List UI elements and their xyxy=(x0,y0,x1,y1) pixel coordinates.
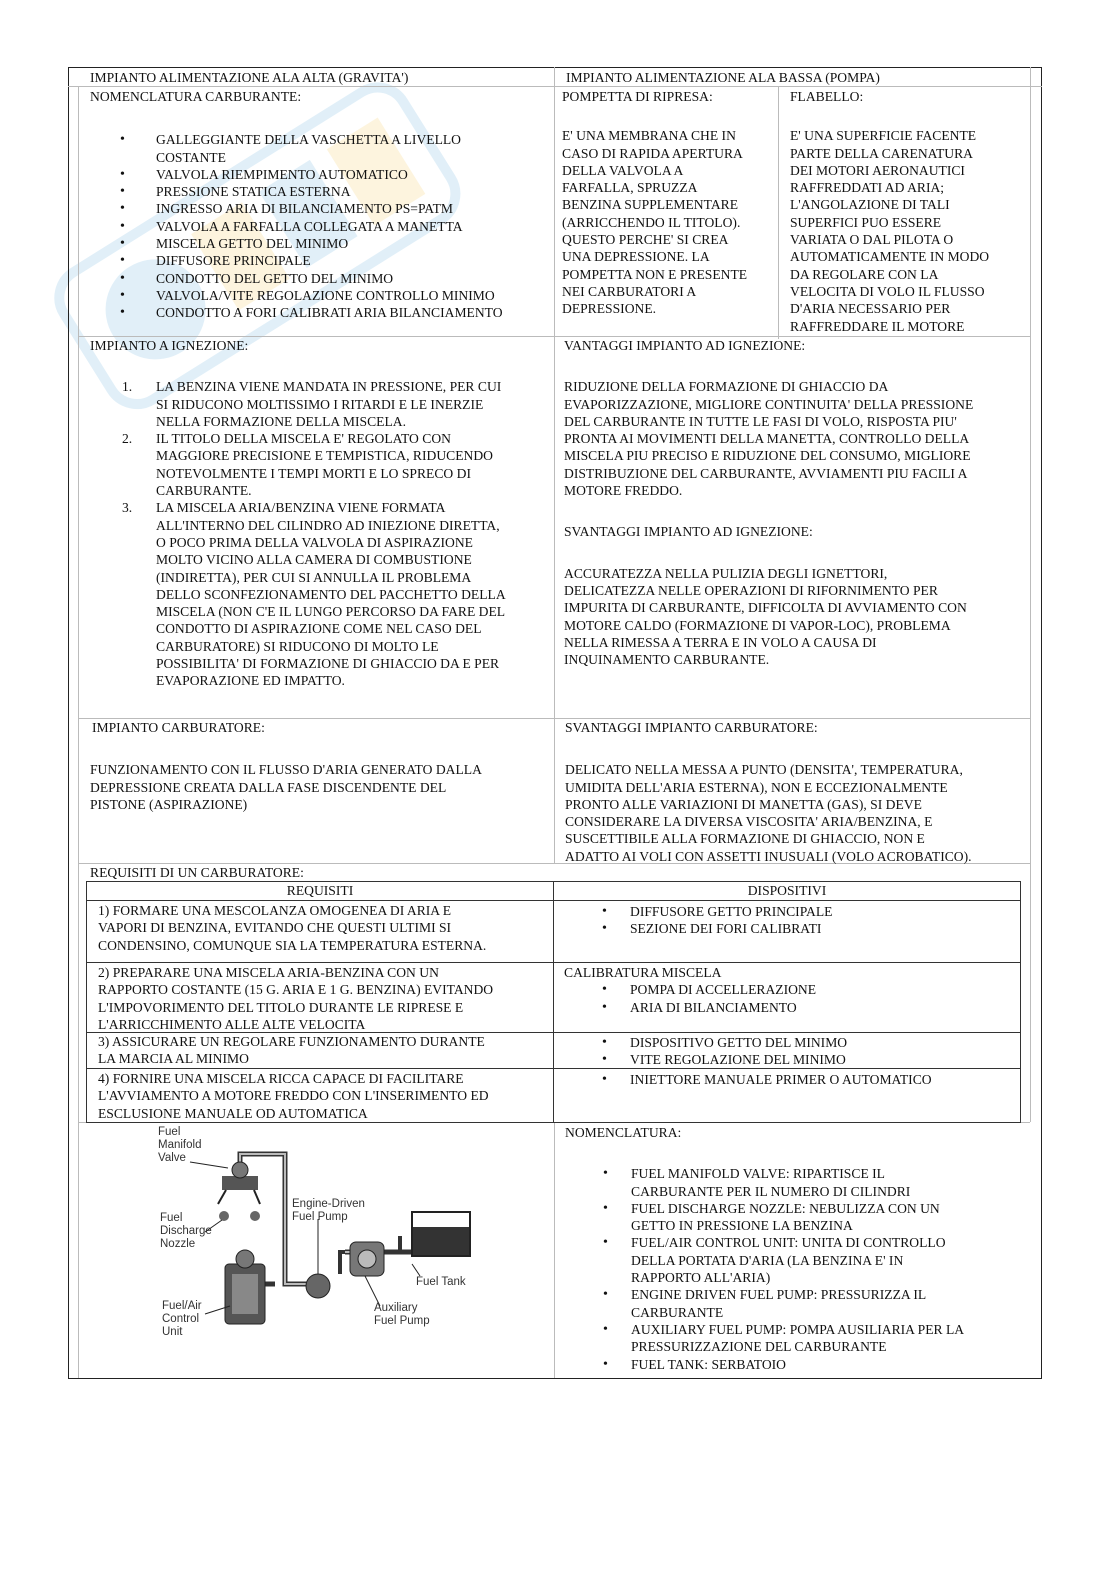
list-item: • VALVOLA RIEMPIMENTO AUTOMATICO xyxy=(90,166,542,183)
text-line: LA BENZINA VIENE MANDATA IN PRESSIONE, PER CUI xyxy=(156,379,502,395)
text-line: DELLA PORTATA D'ARIA (LA BENZINA E' IN xyxy=(631,1252,904,1268)
pompetta-section xyxy=(562,88,776,318)
text-line: • FUEL/AIR CONTROL UNIT: UNITA DI CONTROLLO xyxy=(631,1235,946,1251)
text-line: RAPPORTO COSTANTE (15 G. ARIA E 1 G. BENZINA) EVITANDO xyxy=(98,982,494,998)
text-line: IMPURITA DI CARBURANTE, DIFFICOLTA DI AVVIAMENTO CON xyxy=(564,600,967,616)
list-item: • DISPOSITIVO GETTO DEL MINIMO xyxy=(564,1034,1016,1051)
carburatore-section xyxy=(90,719,550,813)
text-line: DELLO SCONFEZIONAMENTO DEL PACCHETTO DELLA xyxy=(156,586,506,602)
dispositivi-column-header: DISPOSITIVI xyxy=(747,883,827,898)
text-line: ALL'INTERNO DEL CILINDRO AD INIEZIONE DIRETTA, xyxy=(156,517,500,533)
item-number: 3. xyxy=(122,500,133,516)
list-item xyxy=(90,378,550,430)
text-line: VARIATA O DAL PILOTA O xyxy=(790,232,954,248)
list-item: • DIFFUSORE GETTO PRINCIPALE xyxy=(564,903,1016,920)
table-row-dispositivi xyxy=(564,1034,1016,1069)
text-line: CASO DI RAPIDA APERTURA xyxy=(562,145,743,161)
text-line: CONDOTTO DI ASPIRAZIONE COME NEL CASO DEL xyxy=(156,621,482,637)
label-line: Fuel xyxy=(158,1126,181,1138)
table-row-requisito xyxy=(98,964,550,1033)
text-line: DELICATO NELLA MESSA A PUNTO (DENSITA', TEMPERATURA, xyxy=(565,762,963,778)
text-line: NELLA FORMAZIONE DELLA MISCELA. xyxy=(156,413,406,429)
text-line: CARBURATORE) SI RIDUCONO DI MOLTO LE xyxy=(156,638,439,654)
text-line: MISCELA PIU PRECISO E RIDUZIONE DEL CONSUMO, MIGLIORE xyxy=(564,448,971,464)
text-line: UMIDITA DELL'ARIA ESTERNA), NON E ECCEZIONALMENTE xyxy=(565,779,948,795)
text-line: L'AVVIAMENTO A MOTORE FREDDO CON L'INSERIMENTO ED xyxy=(98,1088,489,1104)
text-line: POSSIBILITA' DI FORMAZIONE DI GHIACCIO DA E PER xyxy=(156,656,500,672)
list-item: • VITE REGOLAZIONE DEL MINIMO xyxy=(564,1051,1016,1068)
label-line: Valve xyxy=(158,1152,186,1164)
label-line: Control xyxy=(162,1313,200,1325)
nomenclatura-carburante-title: NOMENCLATURA CARBURANTE: xyxy=(90,89,302,104)
text-line: VELOCITA DI VOLO IL FLUSSO xyxy=(790,283,985,299)
list-item: • CONDOTTO DEL GETTO DEL MINIMO xyxy=(90,270,542,287)
table-row-dispositivi xyxy=(564,964,1016,1016)
requisiti-title: REQUISITI DI UN CARBURATORE: xyxy=(90,865,304,880)
table-row-requisito xyxy=(98,1070,550,1122)
text-line: PRONTO ALLE VARIAZIONI DI MANETTA (GAS), SI DEVE xyxy=(565,796,922,812)
text-line: NEI CARBURATORI A xyxy=(562,283,697,299)
table-row-dispositivi xyxy=(564,903,1016,938)
text-line: LA MISCELA ARIA/BENZINA VIENE FORMATA xyxy=(156,500,446,516)
label-line: Unit xyxy=(162,1326,183,1338)
table-row-dispositivi xyxy=(564,1071,1016,1088)
vantaggi-section xyxy=(564,337,1026,668)
text-line: QUESTO PERCHE' SI CREA xyxy=(562,232,729,248)
list-item xyxy=(90,499,550,689)
svantaggi-carburatore-title: SVANTAGGI IMPIANTO CARBURATORE: xyxy=(565,720,818,735)
text-line: (ARRICCHENDO IL TITOLO). xyxy=(562,214,741,230)
text-line: PRONTA AI MOVIMENTI DELLA MANETTA, CONTROLLO DELLA xyxy=(564,431,970,447)
text-line: D'ARIA NECESSARIO PER xyxy=(790,301,951,317)
label-line: Nozzle xyxy=(160,1238,196,1250)
text-line: CONSIDERARE LA DIVERSA VISCOSITA' ARIA/BENZINA, E xyxy=(565,814,933,830)
text-line: GETTO IN PRESSIONE LA BENZINA xyxy=(631,1218,853,1234)
label-line: Fuel xyxy=(160,1212,183,1224)
list-item: • ARIA DI BILANCIAMENTO xyxy=(564,999,1016,1016)
text-line: (INDIRETTA), PER CUI SI ANNULLA IL PROBLEMA xyxy=(156,569,472,585)
text-line: MOTORE CALDO (FORMAZIONE DI VAPOR-LOC), PROBLEMA xyxy=(564,617,951,633)
label-fuel-tank: Fuel Tank xyxy=(416,1276,466,1288)
text-line: RAFFREDDATI AD ARIA; xyxy=(790,180,945,196)
text-line: MOLTO VICINO ALLA CAMERA DI COMBUSTIONE xyxy=(156,552,472,568)
list-item xyxy=(565,1165,1027,1200)
label-fuel-discharge-nozzle xyxy=(160,1212,212,1251)
pompetta-text xyxy=(562,127,776,317)
text-line: 1) FORMARE UNA MESCOLANZA OMOGENEA DI ARIA E xyxy=(98,903,452,918)
table-row-requisito xyxy=(98,1033,550,1068)
text-line: 3) ASSICURARE UN REGOLARE FUNZIONAMENTO DURANTE xyxy=(98,1034,485,1049)
text-line: • FUEL MANIFOLD VALVE: RIPARTISCE IL xyxy=(631,1166,885,1182)
flabello-title: FLABELLO: xyxy=(790,89,864,104)
text-line: MOTORE FREDDO. xyxy=(564,483,683,499)
label-line: Engine-Driven xyxy=(292,1198,365,1210)
nomenclatura-carburante-section xyxy=(90,88,550,322)
list-item xyxy=(565,1321,1027,1356)
text-line: PISTONE (ASPIRAZIONE) xyxy=(90,796,248,812)
nomenclatura-title: NOMENCLATURA: xyxy=(565,1125,682,1140)
list-item: • POMPA DI ACCELLERAZIONE xyxy=(564,981,1016,998)
text-line: SUSCETTIBILE ALLA FORMAZIONE DI GHIACCIO, NON E xyxy=(565,831,925,847)
text-line: 4) FORNIRE UNA MISCELA RICCA CAPACE DI FACILITARE xyxy=(98,1071,464,1086)
text-line: DEL CARBURANTE IN TUTTE LE FASI DI VOLO, RISPOSTA PIU' xyxy=(564,413,957,429)
label-fuel-manifold-valve xyxy=(158,1126,201,1165)
list-item: • DIFFUSORE PRINCIPALE xyxy=(90,252,542,269)
text-line: DEPRESSIONE. xyxy=(562,301,657,317)
text-line: NOTEVOLMENTE I TEMPI MORTI E LO SPRECO DI xyxy=(156,465,471,481)
carburatore-text xyxy=(90,761,550,813)
text-line: L'IMPOVORIMENTO DEL TITOLO DURANTE LE RIPRESE E xyxy=(98,999,464,1015)
text-line: 2) PREPARARE UNA MISCELA ARIA-BENZINA CON UN xyxy=(98,965,439,980)
ignezione-list xyxy=(90,378,550,689)
text-line: SUPERFICI PUO ESSERE xyxy=(790,214,942,230)
text-line: EVAPORIZZAZIONE, MIGLIORE CONTINUITA' DELLA PRESSIONE xyxy=(564,396,974,412)
pompetta-title: POMPETTA DI RIPRESA: xyxy=(562,89,713,104)
svantaggi-carburatore-text xyxy=(565,761,1027,865)
text-line: DELICATEZZA NELLE OPERAZIONI DI RIFORNIMENTO PER xyxy=(564,582,938,598)
requisiti-column-header: REQUISITI xyxy=(286,883,354,898)
svantaggi-carburatore-section xyxy=(565,719,1027,865)
text-line: BENZINA SUPPLEMENTARE xyxy=(562,197,739,213)
text-line: • FUEL TANK: SERBATOIO xyxy=(631,1356,786,1372)
text-line: • FUEL DISCHARGE NOZZLE: NEBULIZZA CON UN xyxy=(631,1200,940,1216)
text-line: E' UNA MEMBRANA CHE IN xyxy=(562,128,736,144)
text-line: FUNZIONAMENTO CON IL FLUSSO D'ARIA GENERATO DALLA xyxy=(90,762,482,778)
text-line: DEPRESSIONE CREATA DALLA FASE DISCENDENTE DEL xyxy=(90,779,447,795)
text-line: L'ANGOLAZIONE DI TALI xyxy=(790,197,950,213)
text-line: MISCELA (NON C'E IL LUNGO PERCORSO DA FARE DEL xyxy=(156,604,506,620)
table-row-requisito xyxy=(98,902,550,954)
carburatore-title: IMPIANTO CARBURATORE: xyxy=(92,720,265,735)
text-line: LA MARCIA AL MINIMO xyxy=(98,1051,249,1067)
text-line: DA REGOLARE CON LA xyxy=(790,266,939,282)
dispositivi-head: CALIBRATURA MISCELA xyxy=(564,965,722,980)
nomenclatura-section xyxy=(565,1124,1027,1373)
text-line: CARBURANTE PER IL NUMERO DI CILINDRI xyxy=(631,1183,911,1199)
nomenclatura-carburante-list xyxy=(90,131,550,321)
vantaggi-title: VANTAGGI IMPIANTO AD IGNEZIONE: xyxy=(564,338,806,353)
label-line: Fuel/Air xyxy=(162,1300,202,1312)
text-line: INQUINAMENTO CARBURANTE. xyxy=(564,652,770,668)
label-fuel-air-control-unit xyxy=(162,1300,202,1339)
label-engine-driven-fuel-pump xyxy=(292,1198,365,1224)
label-line: Manifold xyxy=(158,1139,202,1151)
text-line: RAFFREDDARE IL MOTORE xyxy=(790,318,965,334)
list-item xyxy=(565,1356,1027,1373)
list-item: • CONDOTTO A FORI CALIBRATI ARIA BILANCIAMENTO xyxy=(90,304,542,321)
fuel-injection-diagram xyxy=(150,1124,480,1354)
ignezione-section xyxy=(90,337,550,690)
ignezione-title: IMPIANTO A IGNEZIONE: xyxy=(90,338,249,353)
text-line: DELLA VALVOLA A xyxy=(562,162,684,178)
text-line: SI RIDUCONO MOLTISSIMO I RITARDI E LE INERZIE xyxy=(156,396,484,412)
text-line: ADATTO AI VOLI CON ASSETTI INUSUALI (VOLO ACROBATICO). xyxy=(565,848,972,864)
text-line: DEI MOTORI AERONAUTICI xyxy=(790,162,965,178)
text-line: RIDUZIONE DELLA FORMAZIONE DI GHIACCIO DA xyxy=(564,379,889,395)
label-line: Fuel Pump xyxy=(374,1315,430,1327)
list-item xyxy=(90,430,550,499)
text-line: CARBURANTE xyxy=(631,1304,724,1320)
text-line: E' UNA SUPERFICIE FACENTE xyxy=(790,128,977,144)
list-item: • INGRESSO ARIA DI BILANCIAMENTO PS=PATM xyxy=(90,200,542,217)
list-item: • INIETTORE MANUALE PRIMER O AUTOMATICO xyxy=(564,1071,1016,1088)
text-line: FARFALLA, SPRUZZA xyxy=(562,180,698,196)
text-line: VAPORI DI BENZINA, EVITANDO CHE QUESTI ULTIMI SI xyxy=(98,920,452,936)
list-item xyxy=(565,1286,1027,1321)
text-line: ACCURATEZZA NELLA PULIZIA DEGLI IGNETTORI, xyxy=(564,565,888,581)
list-item: • MISCELA GETTO DEL MINIMO xyxy=(90,235,542,252)
text-line: UNA DEPRESSIONE. LA xyxy=(562,249,710,265)
label-line: Auxiliary xyxy=(374,1302,418,1314)
text-line: MAGGIORE PRECISIONE E TEMPISTICA, RIDUCENDO xyxy=(156,448,493,464)
header-right-title: IMPIANTO ALIMENTAZIONE ALA BASSA (POMPA) xyxy=(566,70,880,85)
text-line: DISTRIBUZIONE DEL CARBURANTE, AVVIAMENTI PIU FACILI A xyxy=(564,465,968,481)
list-item: • VALVOLA A FARFALLA COLLEGATA A MANETTA xyxy=(90,218,542,235)
text-line: CARBURANTE. xyxy=(156,483,252,499)
text-line: CONDENSINO, COMUNQUE SIA LA TEMPERATURA ESTERNA. xyxy=(98,937,487,953)
text-line: AUTOMATICAMENTE IN MODO xyxy=(790,249,990,265)
label-line: Fuel Pump xyxy=(292,1211,348,1223)
list-item: • PRESSIONE STATICA ESTERNA xyxy=(90,183,542,200)
svantaggi-ignezione-title: SVANTAGGI IMPIANTO AD IGNEZIONE: xyxy=(564,524,813,540)
list-item: • GALLEGGIANTE DELLA VASCHETTA A LIVELLO COSTANTE xyxy=(90,131,496,166)
header-left-title: IMPIANTO ALIMENTAZIONE ALA ALTA (GRAVITA') xyxy=(90,70,409,85)
text-line: IL TITOLO DELLA MISCELA E' REGOLATO CON xyxy=(156,431,451,447)
list-item: • SEZIONE DEI FORI CALIBRATI xyxy=(564,920,1016,937)
text-line: • ENGINE DRIVEN FUEL PUMP: PRESSURIZZA IL xyxy=(631,1287,927,1303)
text-line: PARTE DELLA CARENATURA xyxy=(790,145,973,161)
text-line: ESCLUSIONE MANUALE OD AUTOMATICA xyxy=(98,1105,368,1121)
text-line: O POCO PRIMA DELLA VALVOLA DI ASPIRAZIONE xyxy=(156,534,473,550)
label-auxiliary-fuel-pump xyxy=(374,1302,430,1328)
list-item xyxy=(565,1234,1027,1286)
text-line: EVAPORAZIONE ED IMPATTO. xyxy=(156,673,345,689)
nomenclatura-list xyxy=(565,1165,1027,1373)
label-line: Discharge xyxy=(160,1225,212,1237)
vantaggi-text xyxy=(564,378,1026,499)
list-item: • VALVOLA/VITE REGOLAZIONE CONTROLLO MINIMO xyxy=(90,287,542,304)
text-line: POMPETTA NON E PRESENTE xyxy=(562,266,748,282)
flabello-text xyxy=(790,127,1028,335)
flabello-section xyxy=(790,88,1028,335)
svantaggi-ignezione-text xyxy=(564,565,1026,669)
list-item xyxy=(565,1200,1027,1235)
item-number: 2. xyxy=(122,431,133,447)
text-line: • AUXILIARY FUEL PUMP: POMPA AUSILIARIA PER LA xyxy=(631,1321,965,1337)
text-line: NELLA RIMESSA A TERRA E IN VOLO A CAUSA DI xyxy=(564,634,877,650)
item-number: 1. xyxy=(122,379,133,395)
text-line: L'ARRICCHIMENTO ALLE ALTE VELOCITA xyxy=(98,1016,366,1032)
text-line: RAPPORTO ALL'ARIA) xyxy=(631,1270,771,1286)
text-line: PRESSURIZZAZIONE DEL CARBURANTE xyxy=(631,1339,887,1355)
